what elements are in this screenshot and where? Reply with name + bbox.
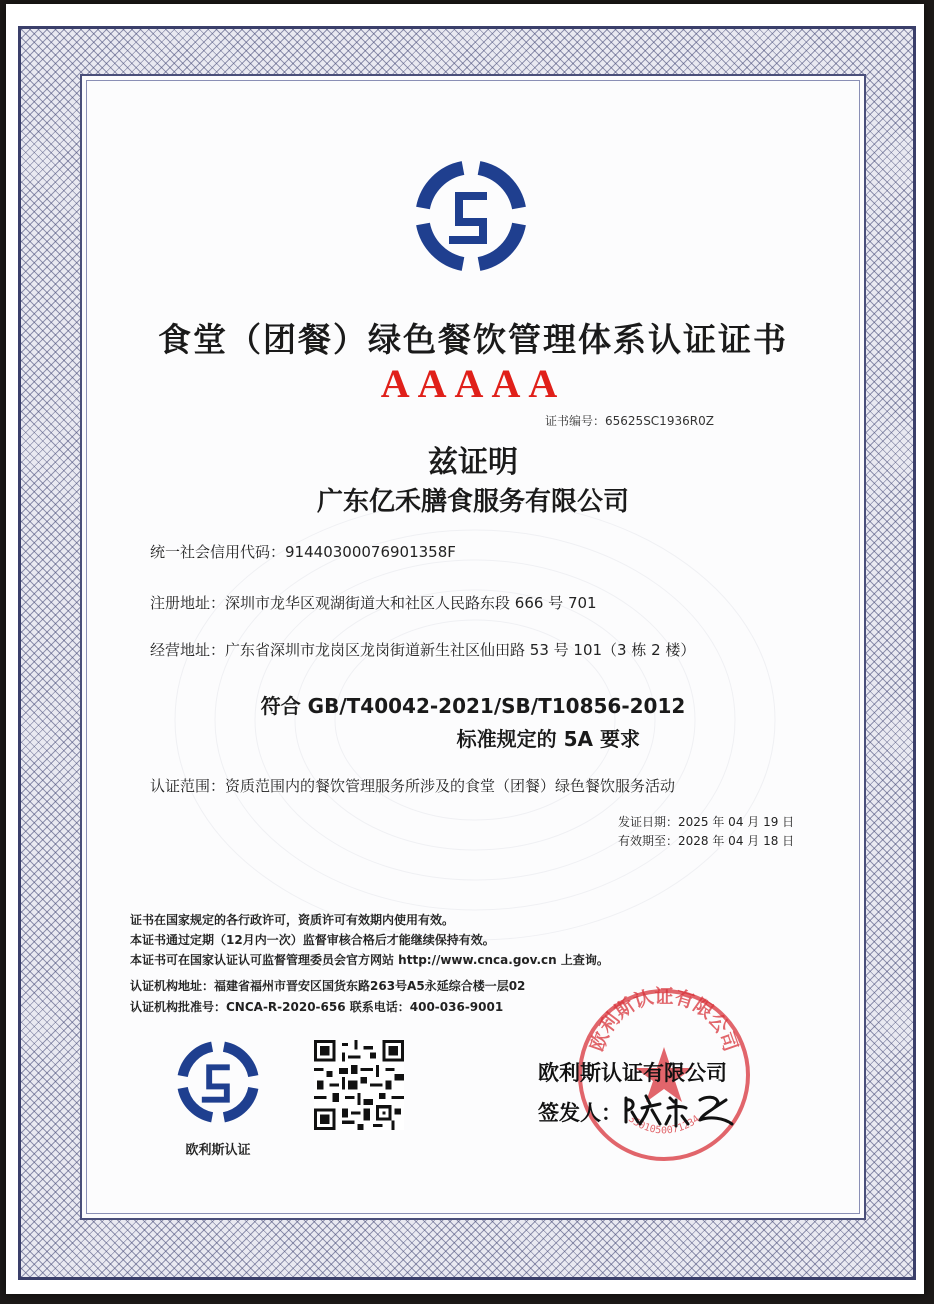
logo-icon — [403, 148, 539, 284]
standard-line-1: 符合 GB/T40042-2021/SB/T10856-2012 — [260, 694, 686, 718]
registered-address-label: 注册地址： — [150, 594, 226, 612]
certificate-number-value: 65625SC1936R0Z — [605, 414, 714, 428]
issue-date-row — [618, 813, 794, 830]
certificate-title: 食堂（团餐）绿色餐饮管理体系认证证书 — [158, 320, 788, 359]
qr-code-icon[interactable] — [314, 1040, 404, 1130]
scope-label: 认证范围： — [150, 777, 226, 795]
issue-date-value: 2025 年 04 月 19 日 — [678, 815, 795, 829]
operating-address-value: 广东省深圳市龙岗区龙岗街道新生社区仙田路 53 号 101（3 栋 2 楼） — [225, 641, 696, 659]
svg-text:欧利斯认证有限公司 — [585, 985, 741, 1054]
company-name: 广东亿禾膳食服务有限公司 — [316, 487, 629, 517]
grade-rating: AAAAA — [380, 361, 566, 406]
registered-address-value: 深圳市龙华区观湖街道大和社区人民路东段 666 号 701 — [225, 594, 597, 612]
seal-number: 3501050071234 — [625, 1113, 703, 1137]
credit-code-row — [150, 541, 456, 562]
scope-row — [150, 775, 675, 796]
logo-icon — [168, 1032, 268, 1132]
expiry-date-value: 2028 年 04 月 18 日 — [678, 834, 795, 848]
seal-text: 欧利斯认证有限公司 — [586, 985, 742, 1055]
certificate-number-label: 证书编号： — [545, 414, 606, 428]
hereby-heading: 兹证明 — [428, 445, 518, 480]
signature-image — [620, 1090, 750, 1130]
scope-value: 资质范围内的餐饮管理服务所涉及的食堂（团餐）绿色餐饮服务活动 — [225, 777, 676, 795]
logo-caption: 欧利斯认证 — [185, 1143, 251, 1158]
issuing-organization: 欧利斯认证有限公司 — [538, 1061, 727, 1085]
standard-line-2: 标准规定的 5A 要求 — [456, 727, 640, 751]
note-line: 认证机构地址：福建省福州市晋安区国货东路263号A5永延综合楼一层02 — [130, 979, 526, 993]
issue-date-label: 发证日期： — [618, 815, 679, 829]
credit-code-value: 91440300076901358F — [285, 543, 456, 561]
signer-label: 签发人： — [538, 1101, 622, 1125]
certificate-number — [545, 412, 714, 429]
registered-address-row — [150, 592, 597, 613]
note-line: 本证书可在国家认证认可监督管理委员会官方网站 http://www.cnca.gov.cn 上查询。 — [130, 953, 609, 967]
note-line: 证书在国家规定的各行政许可，资质许可有效期内使用有效。 — [130, 913, 455, 927]
expiry-date-row — [618, 832, 794, 849]
note-line: 认证机构批准号：CNCA-R-2020-656 联系电话：400-036-9001 — [130, 1000, 504, 1014]
note-line: 本证书通过定期（12月内一次）监督审核合格后才能继续保持有效。 — [130, 933, 495, 947]
credit-code-label: 统一社会信用代码： — [150, 543, 286, 561]
expiry-date-label: 有效期至： — [618, 834, 679, 848]
operating-address-row — [150, 639, 695, 660]
operating-address-label: 经营地址： — [150, 641, 226, 659]
